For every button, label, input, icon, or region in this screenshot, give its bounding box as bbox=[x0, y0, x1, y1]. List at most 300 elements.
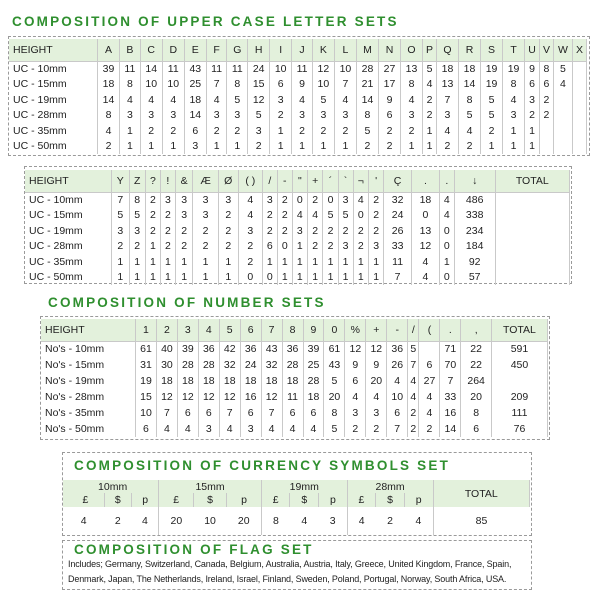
numbers-cell: 26 bbox=[387, 357, 408, 373]
upper-cell: 1 bbox=[206, 139, 227, 155]
symbols-header-cell: ` bbox=[338, 170, 353, 192]
symbols-cell: 2 bbox=[307, 239, 323, 255]
symbols-header-cell: ? bbox=[145, 170, 160, 192]
numbers-cell: 36 bbox=[387, 341, 408, 357]
symbols-cell: 2 bbox=[323, 239, 338, 255]
upper-cell bbox=[553, 108, 572, 124]
upper-cell: 1 bbox=[423, 139, 437, 155]
symbols-header-cell: ¬ bbox=[353, 170, 369, 192]
upper-cell: 3 bbox=[227, 108, 248, 124]
symbols-header-cell: . bbox=[412, 170, 440, 192]
upper-cell: 5 bbox=[481, 108, 503, 124]
symbols-row-label: UC - 15mm bbox=[25, 208, 112, 224]
upper-cell: 3 bbox=[401, 108, 423, 124]
upper-cell: 2 bbox=[292, 123, 313, 139]
symbols-cell: 2 bbox=[175, 223, 193, 239]
numbers-cell: 12 bbox=[345, 341, 366, 357]
upper-cell: 1 bbox=[503, 139, 525, 155]
numbers-cell: 19 bbox=[136, 373, 157, 389]
numbers-cell: 8 bbox=[324, 405, 345, 421]
numbers-cell: 18 bbox=[156, 373, 177, 389]
upper-cell: 1 bbox=[140, 139, 162, 155]
upper-cell: 7 bbox=[436, 92, 458, 108]
numbers-cell: 6 bbox=[461, 421, 492, 437]
upper-cell: 4 bbox=[120, 92, 141, 108]
numbers-cell: 11 bbox=[282, 389, 303, 405]
symbols-cell: 4 bbox=[292, 208, 307, 224]
numbers-header-cell: - bbox=[387, 319, 408, 341]
symbols-cell: 1 bbox=[193, 270, 218, 286]
upper-cell bbox=[553, 123, 572, 139]
upper-cell: 6 bbox=[184, 123, 206, 139]
upper-cell: 13 bbox=[436, 77, 458, 93]
numbers-cell: 20 bbox=[366, 373, 387, 389]
numbers-cell: 4 bbox=[419, 389, 440, 405]
upper-cell: 1 bbox=[334, 139, 356, 155]
currency-cell: 8 bbox=[272, 515, 279, 527]
upper-cell: 9 bbox=[292, 77, 313, 93]
symbols-cell: 4 bbox=[307, 208, 323, 224]
upper-cell: 1 bbox=[525, 123, 540, 139]
upper-row bbox=[9, 108, 587, 124]
upper-cell: 10 bbox=[312, 77, 334, 93]
upper-cell: 2 bbox=[458, 139, 480, 155]
symbols-cell: 4 bbox=[439, 208, 454, 224]
upper-header-cell: J bbox=[292, 39, 313, 61]
upper-cell: 4 bbox=[206, 92, 227, 108]
numbers-cell: 18 bbox=[282, 373, 303, 389]
symbols-cell: 2 bbox=[193, 223, 218, 239]
symbols-cell: 1 bbox=[218, 270, 238, 286]
upper-cell: 28 bbox=[356, 61, 378, 77]
numbers-header-cell: 5 bbox=[219, 319, 240, 341]
number-sets-title: COMPOSITION OF NUMBER SETS bbox=[48, 295, 326, 310]
upper-row-label: UC - 19mm bbox=[9, 92, 98, 108]
symbols-cell: 3 bbox=[175, 208, 193, 224]
upper-cell: 2 bbox=[227, 123, 248, 139]
upper-cell: 27 bbox=[378, 61, 400, 77]
upper-cell: 2 bbox=[423, 108, 437, 124]
upper-cell: 3 bbox=[120, 108, 141, 124]
symbols-cell: 1 bbox=[175, 254, 193, 270]
symbols-cell: 4 bbox=[439, 192, 454, 208]
symbols-cell: 2 bbox=[112, 239, 130, 255]
symbols-cell: 3 bbox=[193, 192, 218, 208]
symbols-cell: 1 bbox=[323, 254, 338, 270]
upper-cell: 1 bbox=[423, 123, 437, 139]
upper-cell: 18 bbox=[184, 92, 206, 108]
upper-header-cell: X bbox=[572, 39, 586, 61]
symbols-header-cell: Ç bbox=[384, 170, 412, 192]
upper-cell: 2 bbox=[312, 123, 334, 139]
symbols-cell: 4 bbox=[238, 208, 262, 224]
numbers-cell: 2 bbox=[408, 421, 419, 437]
symbols-cell: 2 bbox=[307, 192, 323, 208]
upper-cell: 1 bbox=[503, 123, 525, 139]
symbols-cell: 2 bbox=[129, 239, 145, 255]
numbers-cell: 209 bbox=[491, 389, 547, 405]
symbols-cell: 1 bbox=[292, 270, 307, 286]
numbers-cell: 5 bbox=[324, 421, 345, 437]
symbols-cell: 1 bbox=[323, 270, 338, 286]
symbols-cell: 0 bbox=[439, 223, 454, 239]
symbols-cell: 1 bbox=[129, 270, 145, 286]
symbols-cell: 0 bbox=[262, 270, 277, 286]
upper-cell: 6 bbox=[378, 108, 400, 124]
upper-cell: 5 bbox=[248, 108, 270, 124]
numbers-cell: 31 bbox=[136, 357, 157, 373]
symbols-cell: 33 bbox=[384, 239, 412, 255]
upper-cell: 14 bbox=[98, 92, 120, 108]
symbols-row bbox=[25, 208, 570, 224]
upper-cell: 2 bbox=[378, 123, 400, 139]
upper-cell: 4 bbox=[458, 123, 480, 139]
symbols-cell: 0 bbox=[353, 208, 369, 224]
numbers-cell: 28 bbox=[303, 373, 324, 389]
upper-cell: 8 bbox=[540, 61, 554, 77]
numbers-row bbox=[41, 341, 548, 357]
numbers-cell: 25 bbox=[303, 357, 324, 373]
upper-row-label: UC - 35mm bbox=[9, 123, 98, 139]
upper-cell: 1 bbox=[162, 139, 184, 155]
symbols-row bbox=[25, 239, 570, 255]
symbols-header-cell: Y bbox=[112, 170, 130, 192]
upper-cell: 18 bbox=[98, 77, 120, 93]
symbols-header-cell: ´ bbox=[323, 170, 338, 192]
currency-symbol-header: £ bbox=[63, 493, 104, 507]
numbers-cell: 20 bbox=[324, 389, 345, 405]
symbols-cell: 2 bbox=[277, 223, 292, 239]
numbers-cell: 7 bbox=[408, 357, 419, 373]
numbers-cell: 3 bbox=[198, 421, 219, 437]
numbers-header-cell: 4 bbox=[198, 319, 219, 341]
upper-cell: 24 bbox=[248, 61, 270, 77]
upper-header-cell: S bbox=[481, 39, 503, 61]
upper-cell: 19 bbox=[503, 61, 525, 77]
upper-cell: 3 bbox=[248, 123, 270, 139]
symbols-cell: 12 bbox=[412, 239, 440, 255]
upper-cell bbox=[540, 139, 554, 155]
numbers-cell: 4 bbox=[408, 373, 419, 389]
upper-cell: 2 bbox=[162, 123, 184, 139]
currency-cell: 4 bbox=[131, 507, 158, 535]
upper-cell: 3 bbox=[312, 108, 334, 124]
currency-cell: 4 bbox=[358, 515, 365, 527]
symbols-cell: 2 bbox=[262, 223, 277, 239]
symbols-cell: 26 bbox=[384, 223, 412, 239]
numbers-cell: 61 bbox=[136, 341, 157, 357]
numbers-cell bbox=[491, 373, 547, 389]
upper-case-table bbox=[9, 39, 587, 154]
symbols-header-cell: Æ bbox=[193, 170, 218, 192]
numbers-cell: 4 bbox=[282, 421, 303, 437]
symbols-cell: 1 bbox=[353, 270, 369, 286]
numbers-cell: 18 bbox=[177, 373, 198, 389]
symbols-cell: 4 bbox=[238, 192, 262, 208]
currency-cell: 3 bbox=[319, 507, 348, 535]
numbers-cell: 27 bbox=[419, 373, 440, 389]
upper-cell: 5 bbox=[227, 92, 248, 108]
symbols-cell: 8 bbox=[129, 192, 145, 208]
upper-row-label: UC - 50mm bbox=[9, 139, 98, 155]
numbers-row bbox=[41, 373, 548, 389]
upper-row bbox=[9, 92, 587, 108]
symbols-cell: 3 bbox=[262, 192, 277, 208]
upper-cell bbox=[572, 77, 586, 93]
symbols-cell: 3 bbox=[292, 223, 307, 239]
currency-symbol-header: p bbox=[319, 493, 348, 507]
symbols-cell: 2 bbox=[323, 223, 338, 239]
upper-cell: 3 bbox=[436, 108, 458, 124]
symbols-cell: 1 bbox=[262, 254, 277, 270]
upper-cell: 6 bbox=[525, 77, 540, 93]
upper-header-cell: W bbox=[553, 39, 572, 61]
numbers-cell bbox=[419, 341, 440, 357]
numbers-cell: 15 bbox=[136, 389, 157, 405]
currency-cell: 4 bbox=[80, 515, 87, 527]
numbers-cell: 4 bbox=[366, 389, 387, 405]
upper-cell: 4 bbox=[401, 92, 423, 108]
upper-cell: 13 bbox=[401, 61, 423, 77]
numbers-header-cell: 8 bbox=[282, 319, 303, 341]
symbols-cell: 2 bbox=[369, 192, 384, 208]
upper-cell: 4 bbox=[292, 92, 313, 108]
symbols-row bbox=[25, 192, 570, 208]
numbers-row-label: No's - 19mm bbox=[41, 373, 136, 389]
numbers-cell: 22 bbox=[461, 341, 492, 357]
numbers-cell: 2 bbox=[366, 421, 387, 437]
upper-cell: 21 bbox=[356, 77, 378, 93]
upper-cell: 14 bbox=[458, 77, 480, 93]
upper-header-cell: C bbox=[140, 39, 162, 61]
upper-cell: 8 bbox=[401, 77, 423, 93]
symbols-cell: 32 bbox=[384, 192, 412, 208]
upper-cell: 12 bbox=[248, 92, 270, 108]
upper-cell: 2 bbox=[436, 139, 458, 155]
symbols-cell: 1 bbox=[338, 270, 353, 286]
numbers-cell: 6 bbox=[282, 405, 303, 421]
numbers-header-cell: , bbox=[461, 319, 492, 341]
symbols-cell: 1 bbox=[307, 254, 323, 270]
numbers-cell: 18 bbox=[198, 373, 219, 389]
numbers-cell: 7 bbox=[440, 373, 461, 389]
numbers-cell: 42 bbox=[219, 341, 240, 357]
numbers-cell: 12 bbox=[261, 389, 282, 405]
numbers-cell: 9 bbox=[366, 357, 387, 373]
numbers-cell: 18 bbox=[261, 373, 282, 389]
upper-cell: 9 bbox=[525, 61, 540, 77]
upper-cell: 12 bbox=[312, 61, 334, 77]
upper-header-cell: Q bbox=[436, 39, 458, 61]
symbols-header-cell: TOTAL bbox=[495, 170, 569, 192]
symbols-cell: 1 bbox=[160, 270, 175, 286]
upper-row-label: UC - 15mm bbox=[9, 77, 98, 93]
numbers-row-label: No's - 15mm bbox=[41, 357, 136, 373]
symbols-cell: 3 bbox=[160, 192, 175, 208]
numbers-header-cell: 7 bbox=[261, 319, 282, 341]
currency-symbol-header: p bbox=[131, 493, 158, 507]
numbers-header-cell: 1 bbox=[136, 319, 157, 341]
numbers-cell: 36 bbox=[198, 341, 219, 357]
numbers-row bbox=[41, 405, 548, 421]
upper-cell: 2 bbox=[140, 123, 162, 139]
symbols-cell: 3 bbox=[193, 208, 218, 224]
symbols-cell: 11 bbox=[384, 254, 412, 270]
symbols-cell: 18 bbox=[412, 192, 440, 208]
upper-cell: 5 bbox=[312, 92, 334, 108]
flags-title: COMPOSITION OF FLAG SET bbox=[74, 542, 314, 557]
numbers-cell: 4 bbox=[156, 421, 177, 437]
upper-cell: 5 bbox=[423, 61, 437, 77]
symbols-cell: 3 bbox=[112, 223, 130, 239]
symbols-header-cell: ↓ bbox=[454, 170, 495, 192]
upper-cell: 2 bbox=[334, 123, 356, 139]
symbols-cell bbox=[495, 254, 569, 270]
currency-symbol-header: £ bbox=[159, 493, 194, 507]
upper-cell: 8 bbox=[120, 77, 141, 93]
upper-header-cell: R bbox=[458, 39, 480, 61]
symbols-cell: 3 bbox=[175, 192, 193, 208]
numbers-cell: 6 bbox=[198, 405, 219, 421]
symbols-cell: 2 bbox=[145, 223, 160, 239]
upper-cell: 2 bbox=[206, 123, 227, 139]
numbers-cell: 32 bbox=[261, 357, 282, 373]
upper-header-cell: F bbox=[206, 39, 227, 61]
symbols-header-cell: ' bbox=[369, 170, 384, 192]
symbols-cell: 1 bbox=[338, 254, 353, 270]
upper-cell: 1 bbox=[270, 123, 292, 139]
symbols-cell: 57 bbox=[454, 270, 495, 286]
upper-cell bbox=[553, 139, 572, 155]
numbers-cell: 40 bbox=[156, 341, 177, 357]
upper-cell: 1 bbox=[270, 139, 292, 155]
currency-table bbox=[63, 480, 530, 535]
numbers-cell: 4 bbox=[261, 421, 282, 437]
upper-header-cell: K bbox=[312, 39, 334, 61]
symbols-cell: 1 bbox=[129, 254, 145, 270]
numbers-cell: 16 bbox=[440, 405, 461, 421]
upper-cell: 2 bbox=[248, 139, 270, 155]
numbers-row bbox=[41, 357, 548, 373]
symbols-cell: 184 bbox=[454, 239, 495, 255]
currency-group-header: 28mm bbox=[347, 480, 433, 493]
symbols-header-cell: ( ) bbox=[238, 170, 262, 192]
symbols-cell: 3 bbox=[218, 192, 238, 208]
upper-cell: 3 bbox=[334, 108, 356, 124]
numbers-cell: 7 bbox=[156, 405, 177, 421]
numbers-cell: 8 bbox=[461, 405, 492, 421]
upper-header-cell: L bbox=[334, 39, 356, 61]
numbers-cell: 3 bbox=[240, 421, 261, 437]
symbols-cell: 1 bbox=[160, 254, 175, 270]
symbols-cell: 0 bbox=[439, 239, 454, 255]
symbols-cell bbox=[495, 208, 569, 224]
numbers-cell: 4 bbox=[419, 405, 440, 421]
upper-cell: 1 bbox=[292, 139, 313, 155]
upper-header-cell: HEIGHT bbox=[9, 39, 98, 61]
numbers-cell: 5 bbox=[408, 341, 419, 357]
symbols-cell: 1 bbox=[307, 270, 323, 286]
upper-cell: 2 bbox=[540, 108, 554, 124]
upper-cell: 11 bbox=[206, 61, 227, 77]
upper-cell: 5 bbox=[553, 61, 572, 77]
numbers-cell: 4 bbox=[408, 389, 419, 405]
upper-cell: 6 bbox=[540, 77, 554, 93]
symbols-cell: 4 bbox=[412, 254, 440, 270]
symbols-cell: 1 bbox=[277, 254, 292, 270]
symbols-cell: 1 bbox=[145, 254, 160, 270]
symbols-cell: 2 bbox=[369, 208, 384, 224]
upper-cell: 14 bbox=[356, 92, 378, 108]
numbers-cell: 18 bbox=[303, 389, 324, 405]
upper-cell: 1 bbox=[120, 139, 141, 155]
numbers-cell: 28 bbox=[282, 357, 303, 373]
upper-row bbox=[9, 77, 587, 93]
upper-cell: 4 bbox=[503, 92, 525, 108]
upper-cell: 3 bbox=[206, 108, 227, 124]
upper-cell: 3 bbox=[184, 139, 206, 155]
upper-cell: 15 bbox=[248, 77, 270, 93]
upper-cell: 2 bbox=[423, 92, 437, 108]
symbols-cell: 3 bbox=[369, 239, 384, 255]
numbers-header-cell: 9 bbox=[303, 319, 324, 341]
symbols-row-label: UC - 28mm bbox=[25, 239, 112, 255]
numbers-row bbox=[41, 421, 548, 437]
upper-cell bbox=[553, 92, 572, 108]
upper-cell: 11 bbox=[292, 61, 313, 77]
upper-cell bbox=[572, 92, 586, 108]
upper-cell: 19 bbox=[481, 61, 503, 77]
upper-header-cell: H bbox=[248, 39, 270, 61]
numbers-cell: 32 bbox=[219, 357, 240, 373]
symbols-row-label: UC - 19mm bbox=[25, 223, 112, 239]
symbols-header-cell: Ø bbox=[218, 170, 238, 192]
flags-line-1: Includes; Germany, Switzerland, Canada, Belgium, Australia, Austria, Italy, Greece, United Kingdom, France, Spain, bbox=[68, 559, 512, 569]
upper-cell: 1 bbox=[401, 139, 423, 155]
currency-title: COMPOSITION OF CURRENCY SYMBOLS SET bbox=[74, 458, 451, 473]
upper-cell: 18 bbox=[436, 61, 458, 77]
symbols-cell: 3 bbox=[338, 239, 353, 255]
symbols-cell: 1 bbox=[292, 254, 307, 270]
upper-cell: 3 bbox=[525, 92, 540, 108]
upper-cell: 2 bbox=[98, 139, 120, 155]
numbers-header-cell: 0 bbox=[324, 319, 345, 341]
symbols-cell: 2 bbox=[218, 239, 238, 255]
symbols-cell: 1 bbox=[369, 254, 384, 270]
currency-symbol-header: p bbox=[227, 493, 262, 507]
symbols-cell: 1 bbox=[145, 239, 160, 255]
upper-cell: 8 bbox=[458, 92, 480, 108]
upper-cell: 14 bbox=[140, 61, 162, 77]
symbols-table bbox=[25, 170, 570, 285]
symbols-cell: 2 bbox=[238, 239, 262, 255]
currency-cell: 2 bbox=[114, 515, 121, 527]
numbers-header-cell: % bbox=[345, 319, 366, 341]
currency-total-header: TOTAL bbox=[433, 480, 530, 507]
symbols-cell: 2 bbox=[160, 208, 175, 224]
upper-cell: 2 bbox=[401, 123, 423, 139]
numbers-cell: 10 bbox=[387, 389, 408, 405]
symbols-cell: 0 bbox=[277, 239, 292, 255]
upper-cell: 10 bbox=[140, 77, 162, 93]
numbers-header-cell: 3 bbox=[177, 319, 198, 341]
upper-row-label: UC - 10mm bbox=[9, 61, 98, 77]
symbols-cell: 338 bbox=[454, 208, 495, 224]
symbols-cell: 0 bbox=[292, 192, 307, 208]
currency-symbol-header: £ bbox=[347, 493, 376, 507]
upper-header-cell: N bbox=[378, 39, 400, 61]
symbols-cell: 1 bbox=[277, 270, 292, 286]
